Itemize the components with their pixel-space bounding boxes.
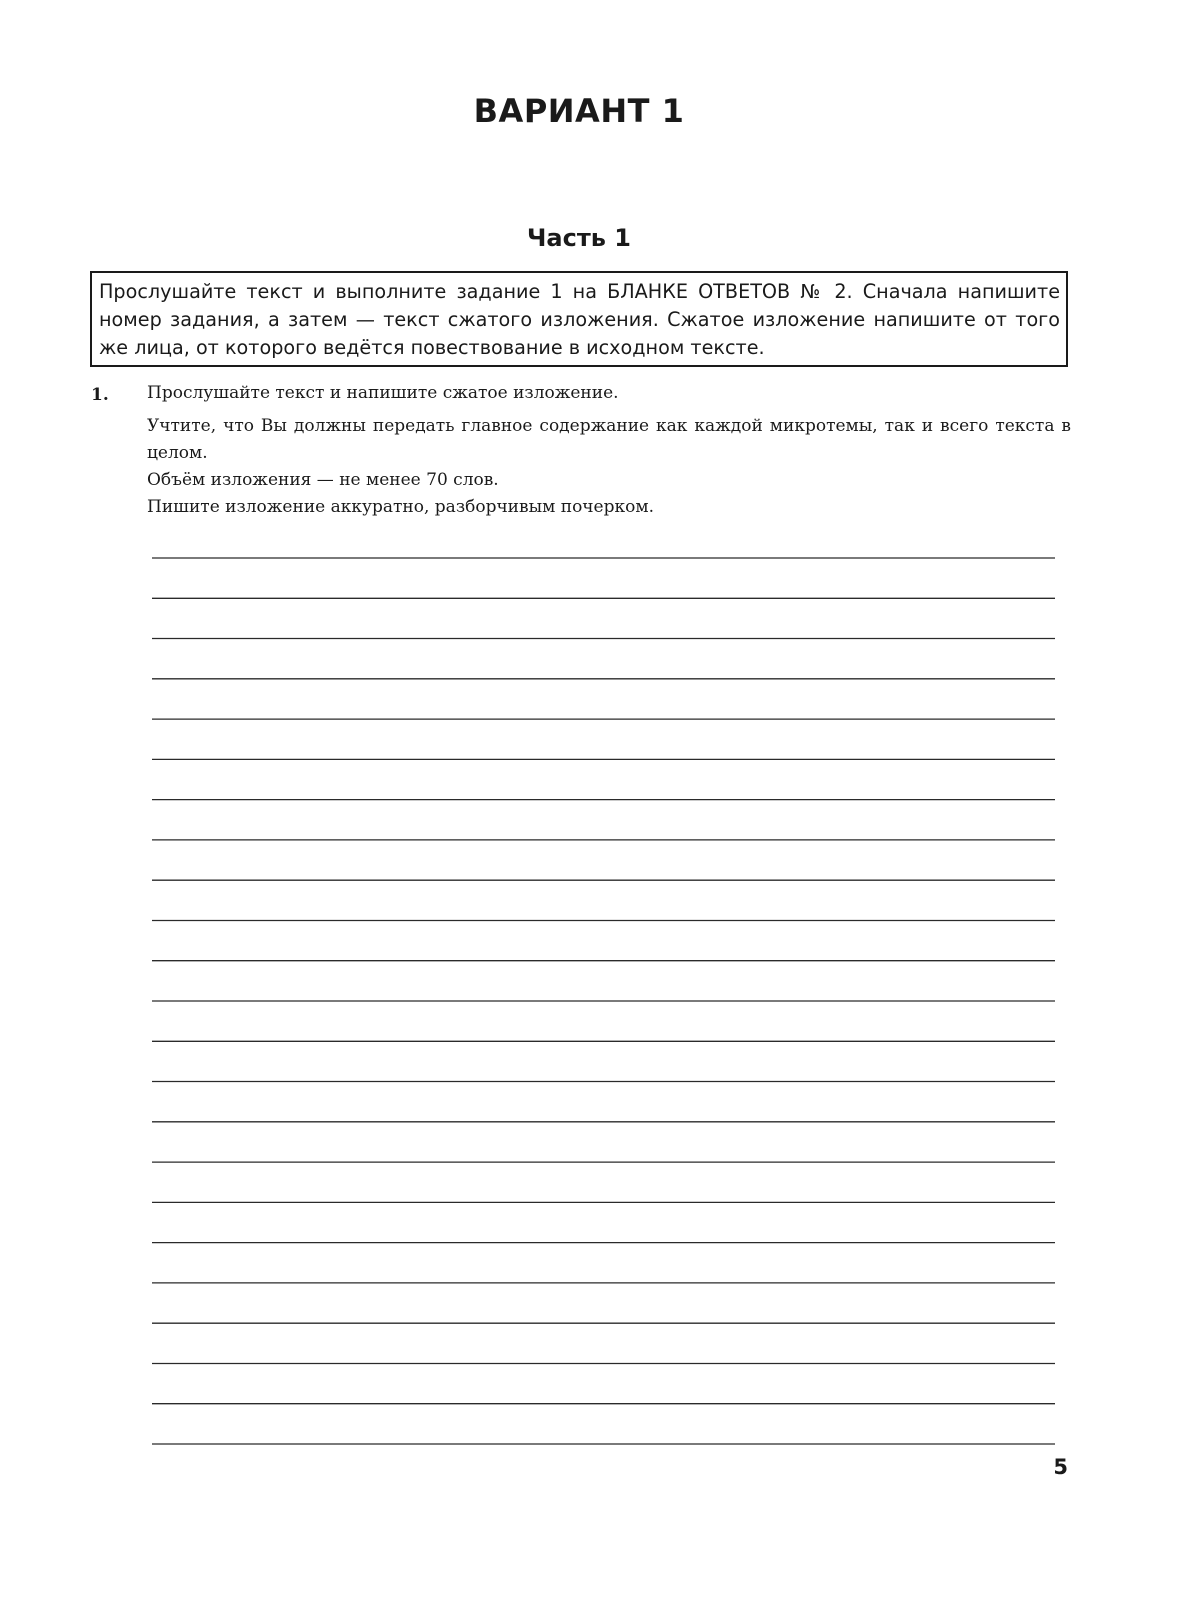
task-detail-content: Учтите, что Вы должны передать главное содержание как каждой микротемы, так и всего текста в целом. bbox=[147, 416, 1071, 463]
task-prompt: Прослушайте текст и напишите сжатое изложение. bbox=[147, 383, 619, 403]
task-number: 1. bbox=[91, 385, 109, 405]
instruction-box bbox=[90, 271, 1068, 367]
task-body bbox=[147, 380, 1071, 521]
part-title: Часть 1 bbox=[527, 224, 631, 252]
page-number: 5 bbox=[1053, 1455, 1068, 1479]
task-detail-volume: Объём изложения — не менее 70 слов. bbox=[147, 470, 499, 490]
instruction-text: Прослушайте текст и выполните задание 1 на БЛАНКЕ ОТВЕТОВ № 2. Сначала напишите номер задания, а затем — текст сжатого изложения. Сжатое изложение напишите от того же лица, от которого ведётся повествование в исходном тексте. bbox=[99, 280, 1060, 359]
task-1 bbox=[91, 380, 1071, 521]
task-detail-handwriting: Пишите изложение аккуратно, разборчивым почерком. bbox=[147, 497, 654, 517]
variant-title: ВАРИАНТ 1 bbox=[473, 92, 685, 130]
